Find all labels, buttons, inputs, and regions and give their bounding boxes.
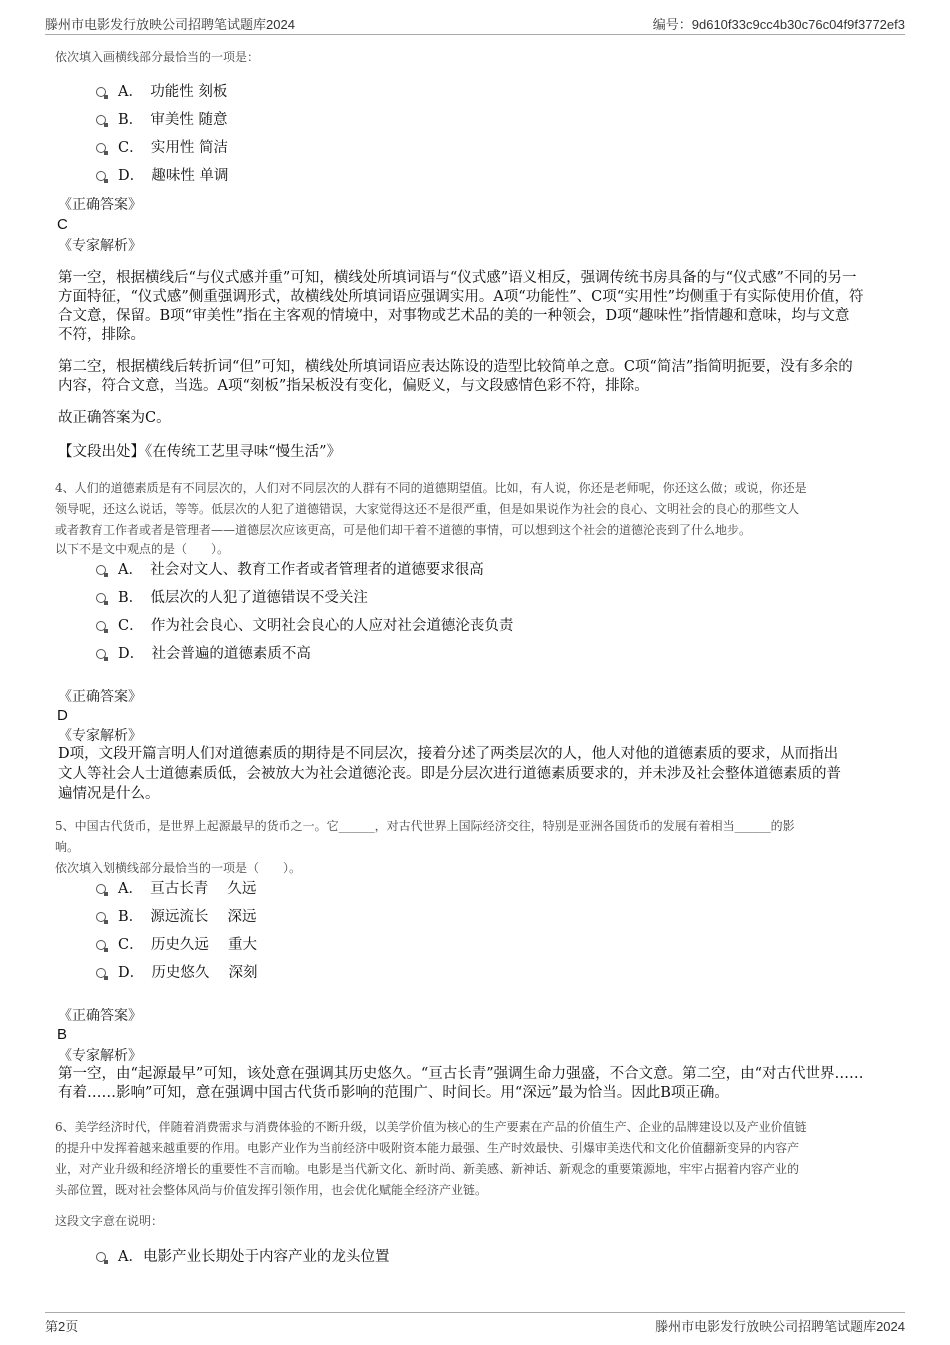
radio-icon[interactable] (96, 115, 106, 125)
q3-analysis-line: 不符，排除。 (58, 327, 145, 343)
q4-analysis-line: 文人等社会人士道德素质低，会被放大为社会道德沦丧。即是分层次进行道德素质要求的，并未涉及社会整体道德素质的普 (58, 766, 841, 782)
header-title: 滕州市电影发行放映公司招聘笔试题库2024 (45, 17, 295, 32)
option-label: C． 历史久远 重大 (118, 937, 257, 953)
radio-icon[interactable] (96, 884, 106, 894)
radio-icon[interactable] (96, 1252, 106, 1262)
footer-title: 滕州市电影发行放映公司招聘笔试题库2024 (655, 1319, 905, 1334)
q5-analysis-line: 有着……影响”可知，意在强调中国古代货币影响的范围广、时间长。用“深远”最为恰当。因此B项正确。 (58, 1085, 729, 1101)
q3-analysis-label: 《专家解析》 (58, 238, 142, 254)
option-label: A． 社会对文人、教育工作者或者管理者的道德要求很高 (118, 562, 484, 578)
q4-prompt: 以下不是文中观点的是（ ）。 (55, 542, 230, 556)
option-label: B． 低层次的人犯了道德错误不受关注 (118, 590, 368, 606)
q6-stem-line: 业，对产业升级和经济增长的重要性不言而喻。电影是当代新文化、新时尚、新美感、新神话、新观念的重要策源地，牢牢占据着内容产业的 (55, 1162, 800, 1176)
q4-analysis-line: D项，文段开篇言明人们对道德素质的期待是不同层次，接着分述了两类层次的人，他人对他的道德素质的要求，从而指出 (58, 746, 839, 762)
option-label: C． 实用性 简洁 (118, 140, 228, 156)
option-label: A．电影产业长期处于内容产业的龙头位置 (118, 1249, 390, 1265)
q5-analysis-label: 《专家解析》 (58, 1048, 142, 1064)
option-label: A． 功能性 刻板 (118, 84, 228, 100)
radio-icon[interactable] (96, 621, 106, 631)
page-footer (45, 1312, 905, 1337)
q3-analysis-line: 合文意，保留。B项“审美性”指在主客观的情境中，对事物或艺术品的美的一种领会，D项“趣味性”指情趣和意味，均与文意 (58, 308, 850, 324)
q6-stem-line: 的提升中发挥着越来越重要的作用。电影产业作为当前经济中吸附资本能力最强、生产时效最快、引爆审美迭代和文化价值翻新变异的内容产 (55, 1141, 800, 1155)
radio-icon[interactable] (96, 593, 106, 603)
option-label: D． 社会普遍的道德素质不高 (118, 646, 311, 662)
q5-stem-line: 5、中国古代货币，是世界上起源最早的货币之一。它______，对古代世界上国际经济交往，特别是亚洲各国货币的发展有着相当______的影 (55, 819, 795, 833)
option-label: D． 历史悠久 深刻 (118, 965, 258, 981)
q5-prompt: 依次填入划横线部分最恰当的一项是（ ）。 (55, 861, 302, 875)
q3-analysis-line: 第二空，根据横线后转折词“但”可知，横线处所填词语应表达陈设的造型比较简单之意。C项“简洁”指简明扼要，没有多余的 (58, 359, 853, 375)
option-label: B． 源远流长 深远 (118, 909, 257, 925)
option-label: A． 亘古长青 久远 (118, 881, 257, 897)
q3-answer: C (57, 216, 68, 233)
q6-stem-line: 头部位置，既对社会整体风尚与价值发挥引领作用，也会优化赋能全经济产业链。 (55, 1183, 488, 1197)
q3-answer-label: 《正确答案》 (58, 197, 142, 213)
q4-answer-label: 《正确答案》 (58, 689, 142, 705)
page-header (45, 12, 905, 35)
radio-icon[interactable] (96, 968, 106, 978)
q5-answer-label: 《正确答案》 (58, 1008, 142, 1024)
q3-analysis-line: 内容，符合文意，当选。A项“刻板”指呆板没有变化，偏贬义，与文段感情色彩不符，排除。 (58, 378, 649, 394)
q4-stem-line: 4、人们的道德素质是有不同层次的，人们对不同层次的人群有不同的道德期望值。比如，有人说，你还是老师呢，你还这么做；或说，你还是 (55, 481, 807, 495)
radio-icon[interactable] (96, 940, 106, 950)
option-label: B． 审美性 随意 (118, 112, 228, 128)
q5-answer: B (57, 1026, 68, 1043)
q3-conclusion: 故正确答案为C。 (58, 410, 171, 426)
q3-source: 【文段出处】《在传统工艺里寻味“慢生活”》 (58, 444, 342, 460)
option-label: C． 作为社会良心、文明社会良心的人应对社会道德沦丧负责 (118, 618, 514, 634)
radio-icon[interactable] (96, 565, 106, 575)
q3-prompt: 依次填入画横线部分最恰当的一项是： (55, 50, 260, 64)
q3-analysis-line: 第一空，根据横线后“与仪式感并重”可知，横线处所填词语与“仪式感”语义相反，强调传统书房具备的与“仪式感”不同的另一 (58, 270, 857, 286)
q4-analysis-label: 《专家解析》 (58, 728, 142, 744)
radio-icon[interactable] (96, 912, 106, 922)
header-serial: 编号：9d610f33c9cc4b30c76c04f9f3772ef3 (652, 17, 905, 32)
page-number: 第2页 (45, 1319, 79, 1334)
q6-stem-line: 6、美学经济时代，伴随着消费需求与消费体验的不断升级，以美学价值为核心的生产要素在产品的价值生产、企业的品牌建设以及产业价值链 (55, 1120, 807, 1134)
q5-analysis-line: 第一空，由“起源最早”可知，该处意在强调其历史悠久。“亘古长青”强调生命力强盛，不合文意。第二空，由“对古代世界…… (58, 1066, 864, 1082)
radio-icon[interactable] (96, 649, 106, 659)
option-label: D． 趣味性 单调 (118, 168, 229, 184)
q4-answer: D (57, 707, 68, 724)
q4-analysis-line: 遍情况是什么。 (58, 786, 160, 802)
q4-stem-line: 领导呢，还这么说话，等等。低层次的人犯了道德错误，大家觉得这还不是很严重，但是如果说作为社会的良心、文明社会的良心的那些文人 (55, 502, 800, 516)
q3-analysis-line: 方面特征，“仪式感”侧重强调形式，故横线处所填词语应强调实用。A项“功能性”、C项“实用性”均侧重于有实际使用价值，符 (58, 289, 864, 305)
radio-icon[interactable] (96, 87, 106, 97)
q5-stem-line: 响。 (55, 840, 80, 854)
radio-icon[interactable] (96, 143, 106, 153)
radio-icon[interactable] (96, 171, 106, 181)
q4-stem-line: 或者教育工作者或者是管理者——道德层次应该更高，可是他们却干着不道德的事情，可以想到这个社会的道德沦丧到了什么地步。 (55, 523, 752, 537)
q6-prompt: 这段文字意在说明： (55, 1214, 164, 1228)
